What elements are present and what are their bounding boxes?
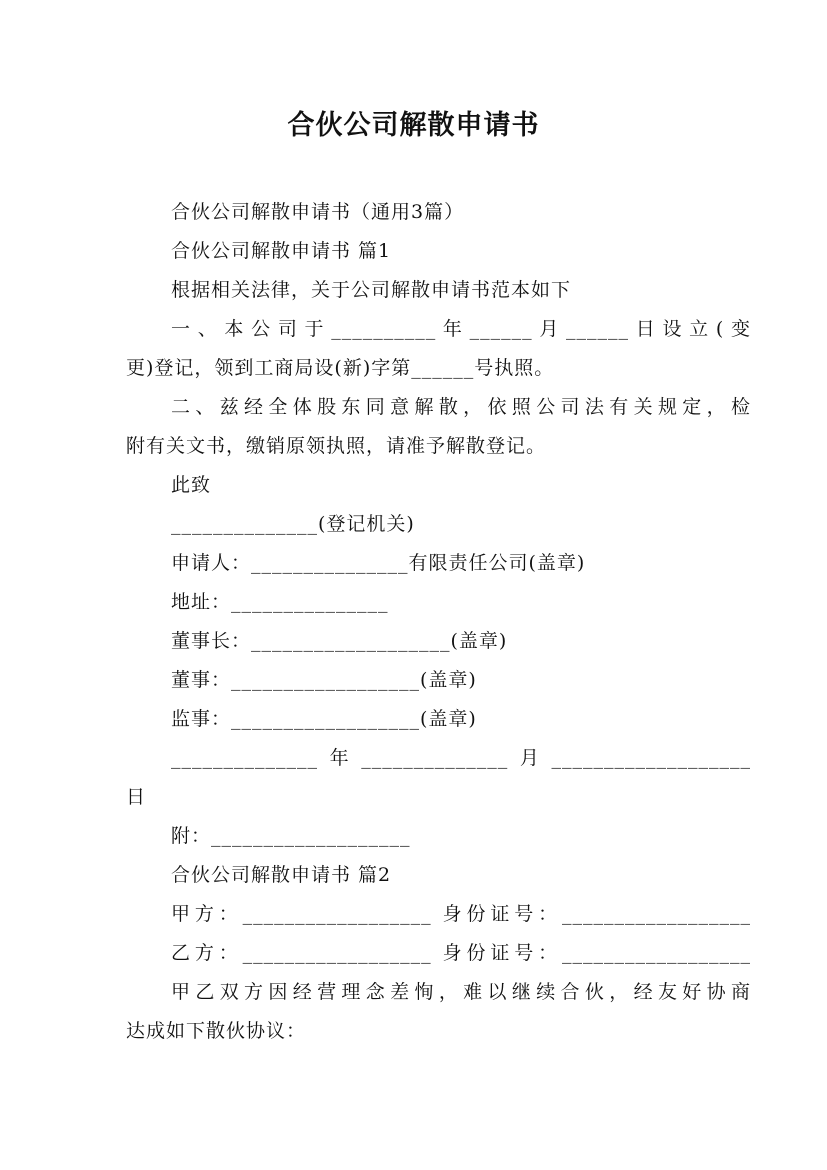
section-heading-1: 合伙公司解散申请书 篇1 (171, 240, 392, 262)
chairman-line: 董事长：___________________(盖章) (171, 630, 508, 652)
applicant-line: 申请人：_______________有限责任公司(盖章) (171, 552, 586, 574)
section-heading-2: 合伙公司解散申请书 篇2 (171, 864, 392, 886)
party-b-line: 乙方：__________________ 身份证号：__________________ (171, 942, 751, 964)
document-title: 合伙公司解散申请书 (287, 110, 540, 141)
supervisor-line: 监事：__________________(盖章) (171, 708, 477, 730)
salutation-line: 此致 (171, 474, 212, 496)
date-line: ______________年______________月___________________ (171, 747, 751, 769)
paragraph-line: 二、兹经全体股东同意解散，依照公司法有关规定，检 (171, 396, 751, 418)
paragraph-line: 根据相关法律，关于公司解散申请书范本如下 (171, 279, 572, 301)
authority-line: ______________(登记机关) (171, 513, 415, 535)
subtitle-line: 合伙公司解散申请书（通用3篇） (171, 201, 465, 223)
paragraph-line: 达成如下散伙协议： (126, 1020, 307, 1042)
paragraph-line: 更)登记，领到工商局设(新)字第______号执照。 (126, 357, 555, 379)
paragraph-line: 附有关文书，缴销原领执照，请准予解散登记。 (126, 435, 547, 457)
date-day-line: 日 (126, 786, 147, 808)
address-line: 地址：_______________ (171, 591, 389, 613)
attachment-line: 附：___________________ (171, 825, 411, 847)
director-line: 董事：__________________(盖章) (171, 669, 477, 691)
party-a-line: 甲方：__________________ 身份证号：__________________ (171, 903, 751, 925)
paragraph-line: 一、本公司于__________年______月______日设立(变 (171, 318, 751, 340)
paragraph-line: 甲乙双方因经营理念差恂，难以继续合伙，经友好协商 (171, 981, 751, 1003)
